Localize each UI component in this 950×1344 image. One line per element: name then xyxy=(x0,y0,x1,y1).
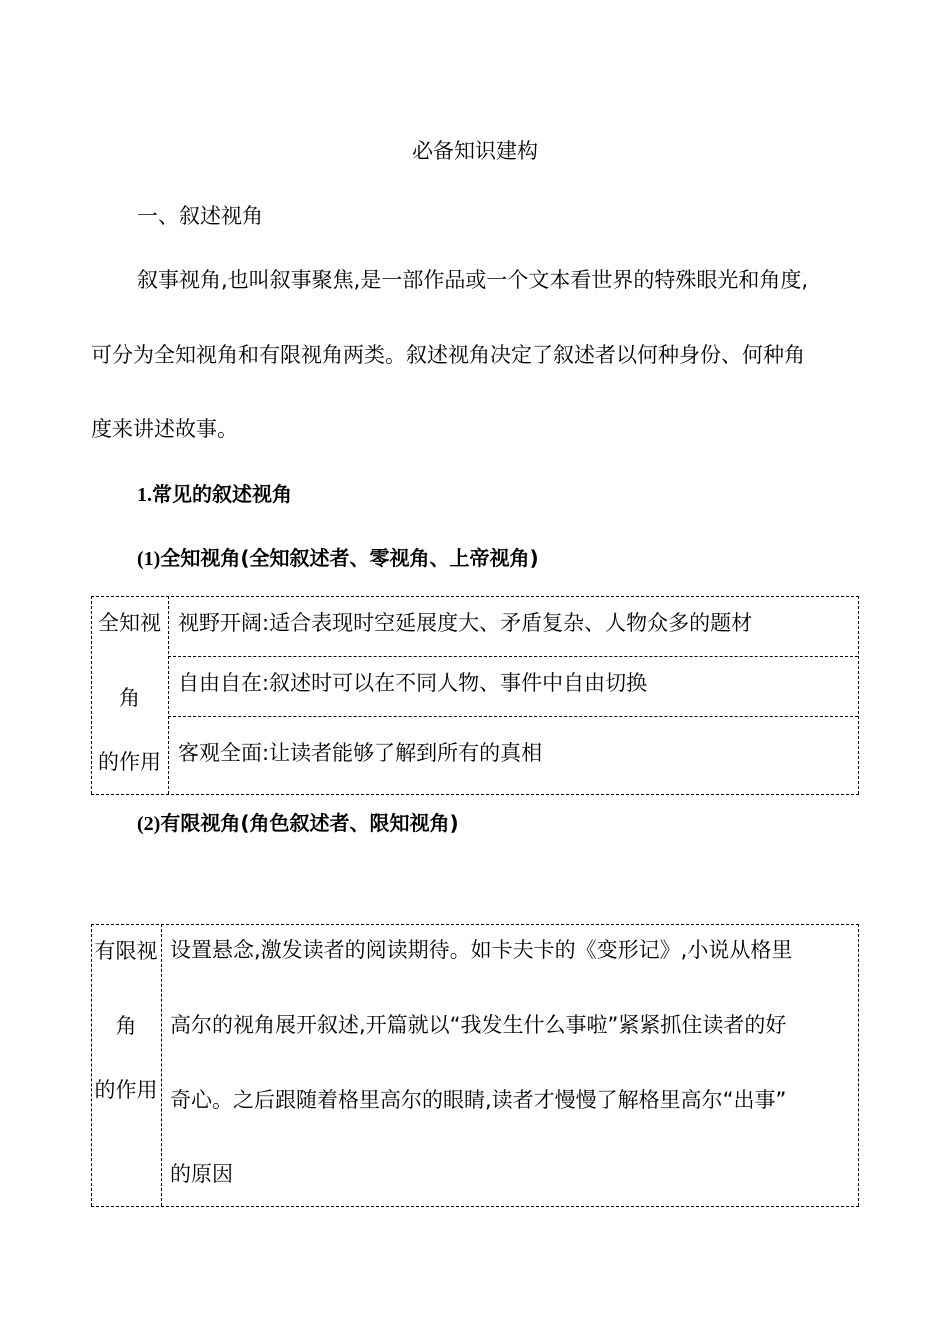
table1-row-2: 自由自在:叙述时可以在不同人物、事件中自由切换 xyxy=(178,671,648,695)
table1-border-bottom xyxy=(91,794,859,795)
table1-border-top xyxy=(91,596,859,597)
subheading-limited xyxy=(137,809,459,838)
table2-column-divider xyxy=(161,924,162,1206)
table2-content-line-1: 设置悬念,激发读者的阅读期待。如卡夫卡的《变形记》,小说从格里 xyxy=(170,938,793,962)
section-heading-narrative-perspective: 一、叙述视角 xyxy=(137,204,263,228)
subheading-text: 常见的叙述视角 xyxy=(152,482,292,506)
table2-content-line-4: 的原因 xyxy=(170,1162,233,1186)
table1-label-line-1: 全知视 xyxy=(98,611,161,635)
table2-label-line-2: 角 xyxy=(115,1014,137,1038)
table1-border-right xyxy=(858,596,859,794)
table1-label-line-2: 角 xyxy=(119,686,140,710)
paragraph-line-1: 叙事视角,也叫叙事聚焦,是一部作品或一个文本看世界的特殊眼光和角度, xyxy=(137,268,809,292)
table2-label-line-3: 的作用 xyxy=(94,1078,158,1102)
table2-border-right xyxy=(858,924,859,1206)
table1-row-divider-2 xyxy=(168,716,858,717)
paragraph-line-2: 可分为全知视角和有限视角两类。叙述视角决定了叙述者以何种身份、何种角 xyxy=(91,343,805,367)
omniscient-title: 全知视角 xyxy=(160,546,241,570)
table1-row-3: 客观全面:让读者能够了解到所有的真相 xyxy=(178,741,543,765)
subheading-number: 1. xyxy=(137,484,152,506)
subheading-omniscient xyxy=(137,544,539,573)
table1-column-divider xyxy=(168,596,169,794)
page-title: 必备知识建构 xyxy=(412,139,538,163)
table2-border-bottom xyxy=(91,1206,859,1207)
limited-title: 有限视角 xyxy=(160,811,241,835)
omniscient-number: (1) xyxy=(137,548,161,570)
table1-row-1: 视野开阔:适合表现时空延展度大、矛盾复杂、人物众多的题材 xyxy=(178,611,753,635)
omniscient-paren: (全知叙述者、零视角、上帝视角) xyxy=(240,546,539,570)
table2-border-left xyxy=(91,924,92,1206)
table1-row-divider-1 xyxy=(168,656,858,657)
table2-border-top xyxy=(91,924,859,925)
table2-content-line-2: 高尔的视角展开叙述,开篇就以“我发生什么事啦”紧紧抓住读者的好 xyxy=(170,1013,787,1037)
subheading-common-perspectives xyxy=(137,480,292,509)
limited-paren: (角色叙述者、限知视角) xyxy=(240,811,459,835)
table2-label-line-1: 有限视 xyxy=(94,939,158,963)
paragraph-line-3: 度来讲述故事。 xyxy=(91,417,238,441)
table1-label-line-3: 的作用 xyxy=(98,750,161,774)
table2-content-line-3: 奇心。之后跟随着格里高尔的眼睛,读者才慢慢了解格里高尔“出事” xyxy=(170,1088,787,1112)
limited-number: (2) xyxy=(137,813,161,835)
